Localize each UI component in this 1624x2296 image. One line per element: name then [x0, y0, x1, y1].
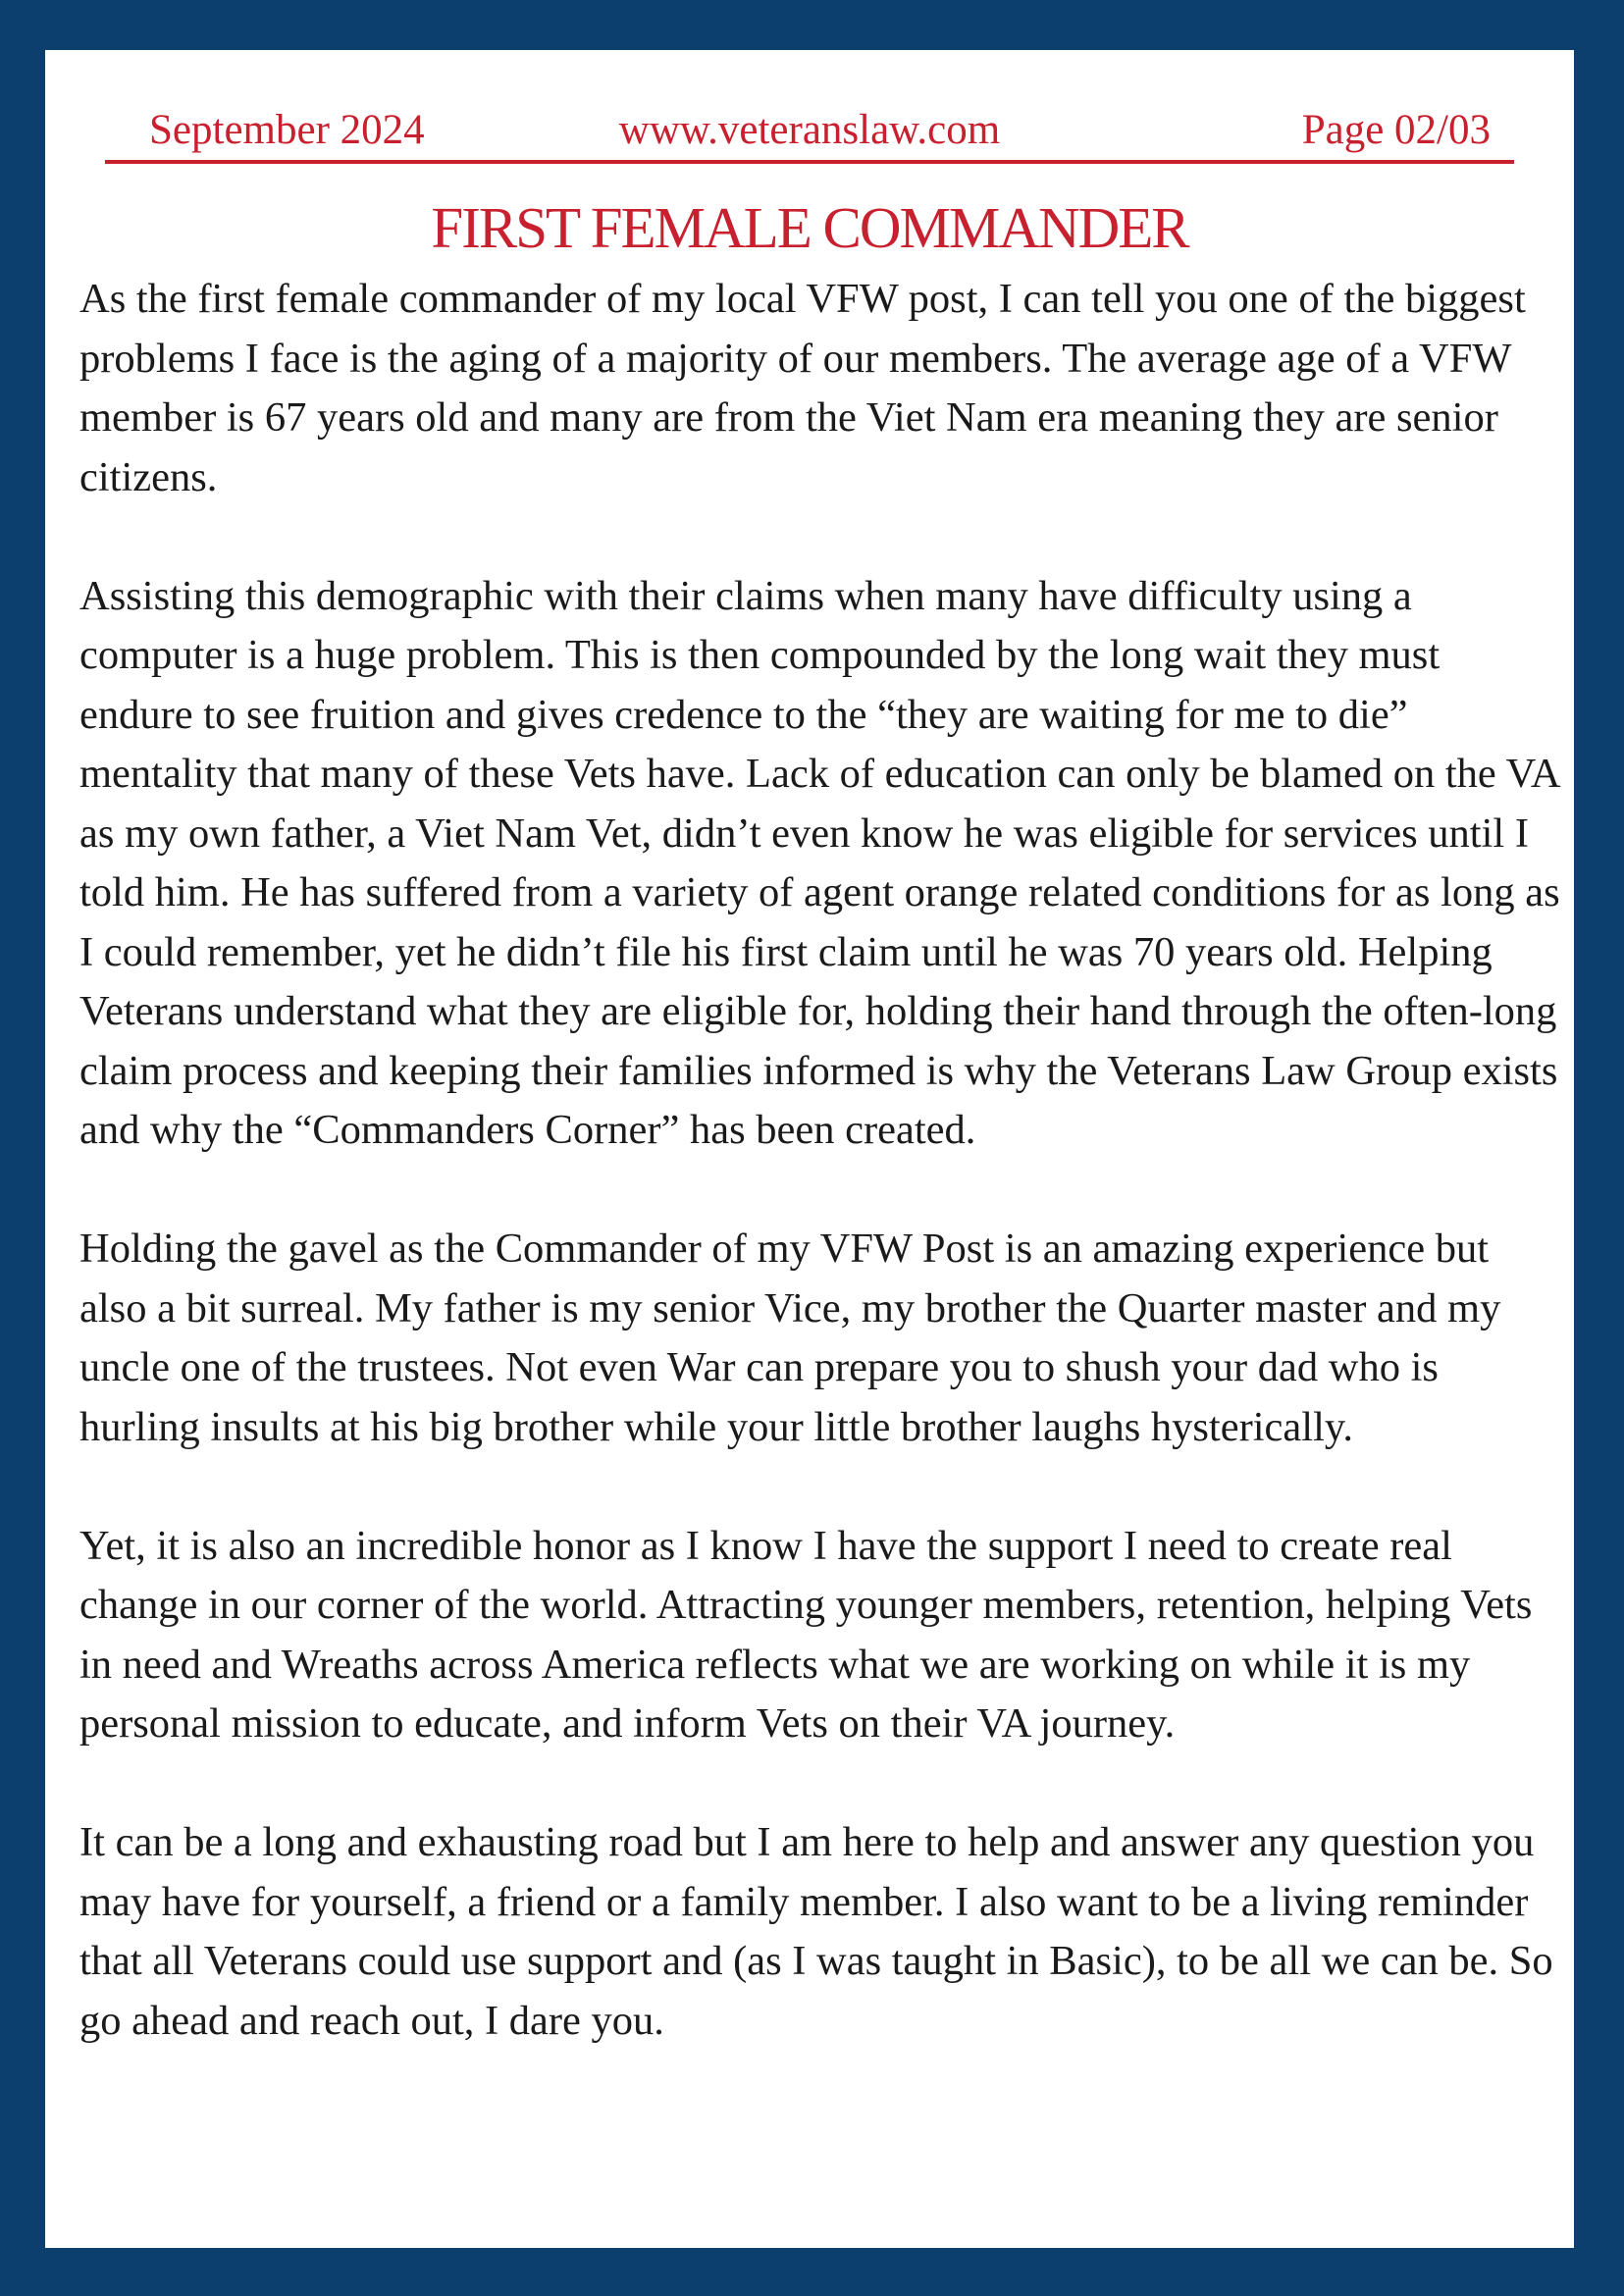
article-paragraph-2: Assisting this demographic with their claims when many have difficulty using a computer is a huge problem. This is then compounded by the long wait they must endure to see fruition and gives credence to the “they are waiting for me to die” mentality that many of these Vets have. Lack of education can only be blamed on the VA as my own father, a Viet Nam Vet, didn’t even know he was eligible for services until I told him. He has suffered from a variety of agent orange related conditions for as long as I could remember, yet he didn’t file his first claim until he was 70 years old. Helping Veterans understand what they are eligible for, holding their hand through the often-long claim process and keeping their families informed is why the Veterans Law Group exists and why the “Commanders Corner” has been created. — [79, 572, 1560, 1153]
header-website: www.veteranslaw.com — [618, 107, 1001, 153]
article-body — [79, 270, 1561, 2111]
article-paragraph-5: It can be a long and exhausting road but I am here to help and answer any question you may have for yourself, a friend or a family member. I also want to be a living reminder that all Veterans could use support and (as I was taught in Basic), to be all we can be. So go ahead and reach out, I dare you. — [79, 1819, 1553, 2044]
page-header — [105, 101, 1514, 160]
article-paragraph-3: Holding the gavel as the Commander of my VFW Post is an amazing experience but also a bit surreal. My father is my senior Vice, my brother the Quarter master and my uncle one of the trustees. Not even War can prepare you to shush your dad who is hurling insults at his big brother while your little brother laughs hysterically. — [79, 1226, 1501, 1450]
article-paragraph-4: Yet, it is also an incredible honor as I know I have the support I need to create real change in our corner of the world. Attracting younger members, retention, helping Vets in need and Wreaths across America reflects what we are working on while it is my personal mission to educate, and inform Vets on their VA journey. — [79, 1522, 1533, 1747]
article-paragraph-1: As the first female commander of my local VFW post, I can tell you one of the biggest problems I face is the aging of a majority of our members. The average age of a VFW member is 67 years old and many are from the Viet Nam era meaning they are senior citizens. — [79, 276, 1526, 500]
page-sheet — [45, 50, 1574, 2248]
header-date: September 2024 — [149, 107, 425, 153]
article-title: FIRST FEMALE COMMANDER — [431, 195, 1188, 260]
header-divider — [105, 160, 1514, 164]
header-page-number: Page 02/03 — [1301, 107, 1491, 153]
